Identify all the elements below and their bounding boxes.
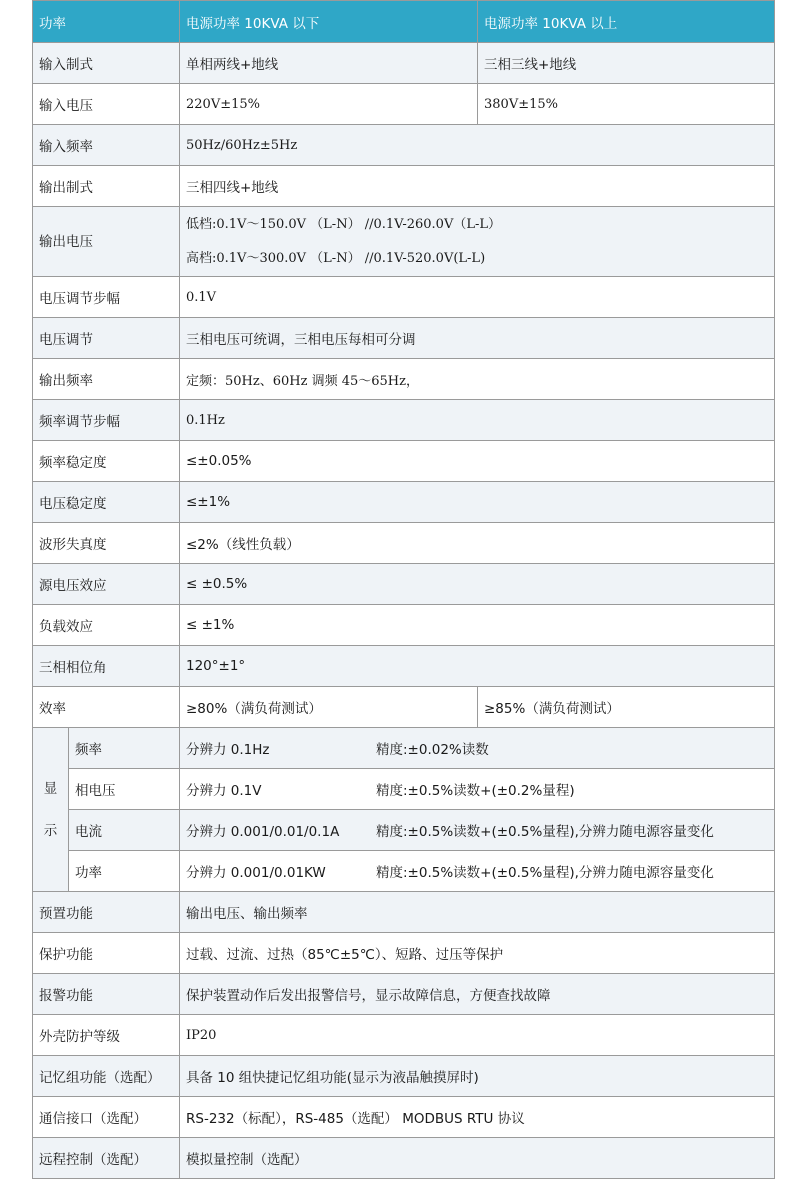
row-label: 频率调节步幅 <box>33 400 180 441</box>
output-voltage-high: 高档:0.1V～300.0V （L-N） //0.1V-520.0V(L-L) <box>186 250 486 266</box>
cell-value: 120°±1° <box>180 646 775 687</box>
cell-value: 三相三线+地线 <box>478 43 775 84</box>
row-label: 通信接口（选配） <box>33 1097 180 1138</box>
table-row <box>33 1097 775 1138</box>
cell-value: RS-232（标配），RS-485（选配） MODBUS RTU 协议 <box>180 1097 775 1138</box>
output-voltage-low: 低档:0.1V～150.0V （L-N） //0.1V-260.0V（L-L） <box>186 216 501 232</box>
cell-value: 模拟量控制（选配） <box>180 1138 775 1179</box>
spec-table <box>32 0 775 1179</box>
row-label: 效率 <box>33 687 180 728</box>
cell-value: 保护装置动作后发出报警信号，显示故障信息，方便查找故障 <box>180 974 775 1015</box>
table-row <box>33 933 775 974</box>
row-label: 远程控制（选配） <box>33 1138 180 1179</box>
row-label: 波形失真度 <box>33 523 180 564</box>
row-label: 电压调节 <box>33 318 180 359</box>
row-label: 外壳防护等级 <box>33 1015 180 1056</box>
cell-value: 定频：50Hz、60Hz 调频 45～65Hz， <box>180 359 775 400</box>
table-row <box>33 687 775 728</box>
display-value <box>180 728 775 769</box>
row-label: 报警功能 <box>33 974 180 1015</box>
row-label: 输入制式 <box>33 43 180 84</box>
row-label: 输出制式 <box>33 166 180 207</box>
header-below-10kva: 电源功率 10KVA 以下 <box>180 1 478 43</box>
cell-value: 0.1V <box>180 277 775 318</box>
row-label: 输出电压 <box>33 207 180 277</box>
cell-value: 过载、过流、过热（85℃±5℃）、短路、过压等保护 <box>180 933 775 974</box>
table-row <box>33 125 775 166</box>
row-label: 源电压效应 <box>33 564 180 605</box>
cell-value: 0.1Hz <box>180 400 775 441</box>
row-label: 记忆组功能（选配） <box>33 1056 180 1097</box>
table-row <box>33 523 775 564</box>
cell-value: ≤±1% <box>180 482 775 523</box>
table-row <box>33 441 775 482</box>
display-resolution: 分辨力 0.1V <box>186 783 262 799</box>
row-label: 输入频率 <box>33 125 180 166</box>
display-row <box>33 851 775 892</box>
row-label: 保护功能 <box>33 933 180 974</box>
table-row <box>33 605 775 646</box>
row-label: 电压调节步幅 <box>33 277 180 318</box>
table-row <box>33 84 775 125</box>
display-label: 频率 <box>69 728 180 769</box>
header-above-10kva: 电源功率 10KVA 以上 <box>478 1 775 43</box>
cell-value: 具备 10 组快捷记忆组功能(显示为液晶触摸屏时) <box>180 1056 775 1097</box>
display-row <box>33 728 775 769</box>
cell-value: ≤ ±0.5% <box>180 564 775 605</box>
cell-value: 三相电压可统调，三相电压每相可分调 <box>180 318 775 359</box>
cell-value: ≤ ±1% <box>180 605 775 646</box>
table-row <box>33 359 775 400</box>
table-row <box>33 1138 775 1179</box>
table-row <box>33 207 775 277</box>
table-row <box>33 277 775 318</box>
table-row <box>33 974 775 1015</box>
display-resolution: 分辨力 0.001/0.01KW <box>186 865 326 881</box>
cell-value: 单相两线+地线 <box>180 43 478 84</box>
row-label: 输出频率 <box>33 359 180 400</box>
display-accuracy: 精度:±0.5%读数+(±0.2%量程) <box>376 783 575 799</box>
cell-value: ≤±0.05% <box>180 441 775 482</box>
display-resolution: 分辨力 0.001/0.01/0.1A <box>186 824 340 840</box>
cell-value: 输出电压、输出频率 <box>180 892 775 933</box>
display-label: 相电压 <box>69 769 180 810</box>
display-accuracy: 精度:±0.02%读数 <box>376 742 489 758</box>
display-row <box>33 810 775 851</box>
cell-value: 220V±15% <box>180 84 478 125</box>
table-row <box>33 318 775 359</box>
display-value <box>180 851 775 892</box>
display-label: 功率 <box>69 851 180 892</box>
display-value <box>180 810 775 851</box>
display-value <box>180 769 775 810</box>
cell-value <box>180 207 775 277</box>
cell-value: IP20 <box>180 1015 775 1056</box>
display-accuracy: 精度:±0.5%读数+(±0.5%量程),分辨力随电源容量变化 <box>376 865 714 881</box>
cell-value: 三相四线+地线 <box>180 166 775 207</box>
row-label: 频率稳定度 <box>33 441 180 482</box>
row-label: 预置功能 <box>33 892 180 933</box>
table-row <box>33 166 775 207</box>
table-row <box>33 1015 775 1056</box>
display-row <box>33 769 775 810</box>
cell-value: ≤2%（线性负载） <box>180 523 775 564</box>
table-row <box>33 43 775 84</box>
cell-value: 50Hz/60Hz±5Hz <box>180 125 775 166</box>
cell-value: ≥80%（满负荷测试） <box>180 687 478 728</box>
header-power: 功率 <box>33 1 180 43</box>
row-label: 输入电压 <box>33 84 180 125</box>
display-group-char-top: 显 <box>43 780 58 797</box>
display-accuracy: 精度:±0.5%读数+(±0.5%量程),分辨力随电源容量变化 <box>376 824 714 840</box>
table-header-row <box>33 1 775 43</box>
display-label: 电流 <box>69 810 180 851</box>
cell-value: ≥85%（满负荷测试） <box>478 687 775 728</box>
display-resolution: 分辨力 0.1Hz <box>186 742 270 758</box>
table-row <box>33 400 775 441</box>
table-row <box>33 482 775 523</box>
display-group-label <box>33 728 69 892</box>
display-group-char-bottom: 示 <box>43 822 58 839</box>
table-row <box>33 892 775 933</box>
table-row <box>33 1056 775 1097</box>
table-row <box>33 564 775 605</box>
row-label: 电压稳定度 <box>33 482 180 523</box>
cell-value: 380V±15% <box>478 84 775 125</box>
row-label: 三相相位角 <box>33 646 180 687</box>
row-label: 负载效应 <box>33 605 180 646</box>
table-row <box>33 646 775 687</box>
